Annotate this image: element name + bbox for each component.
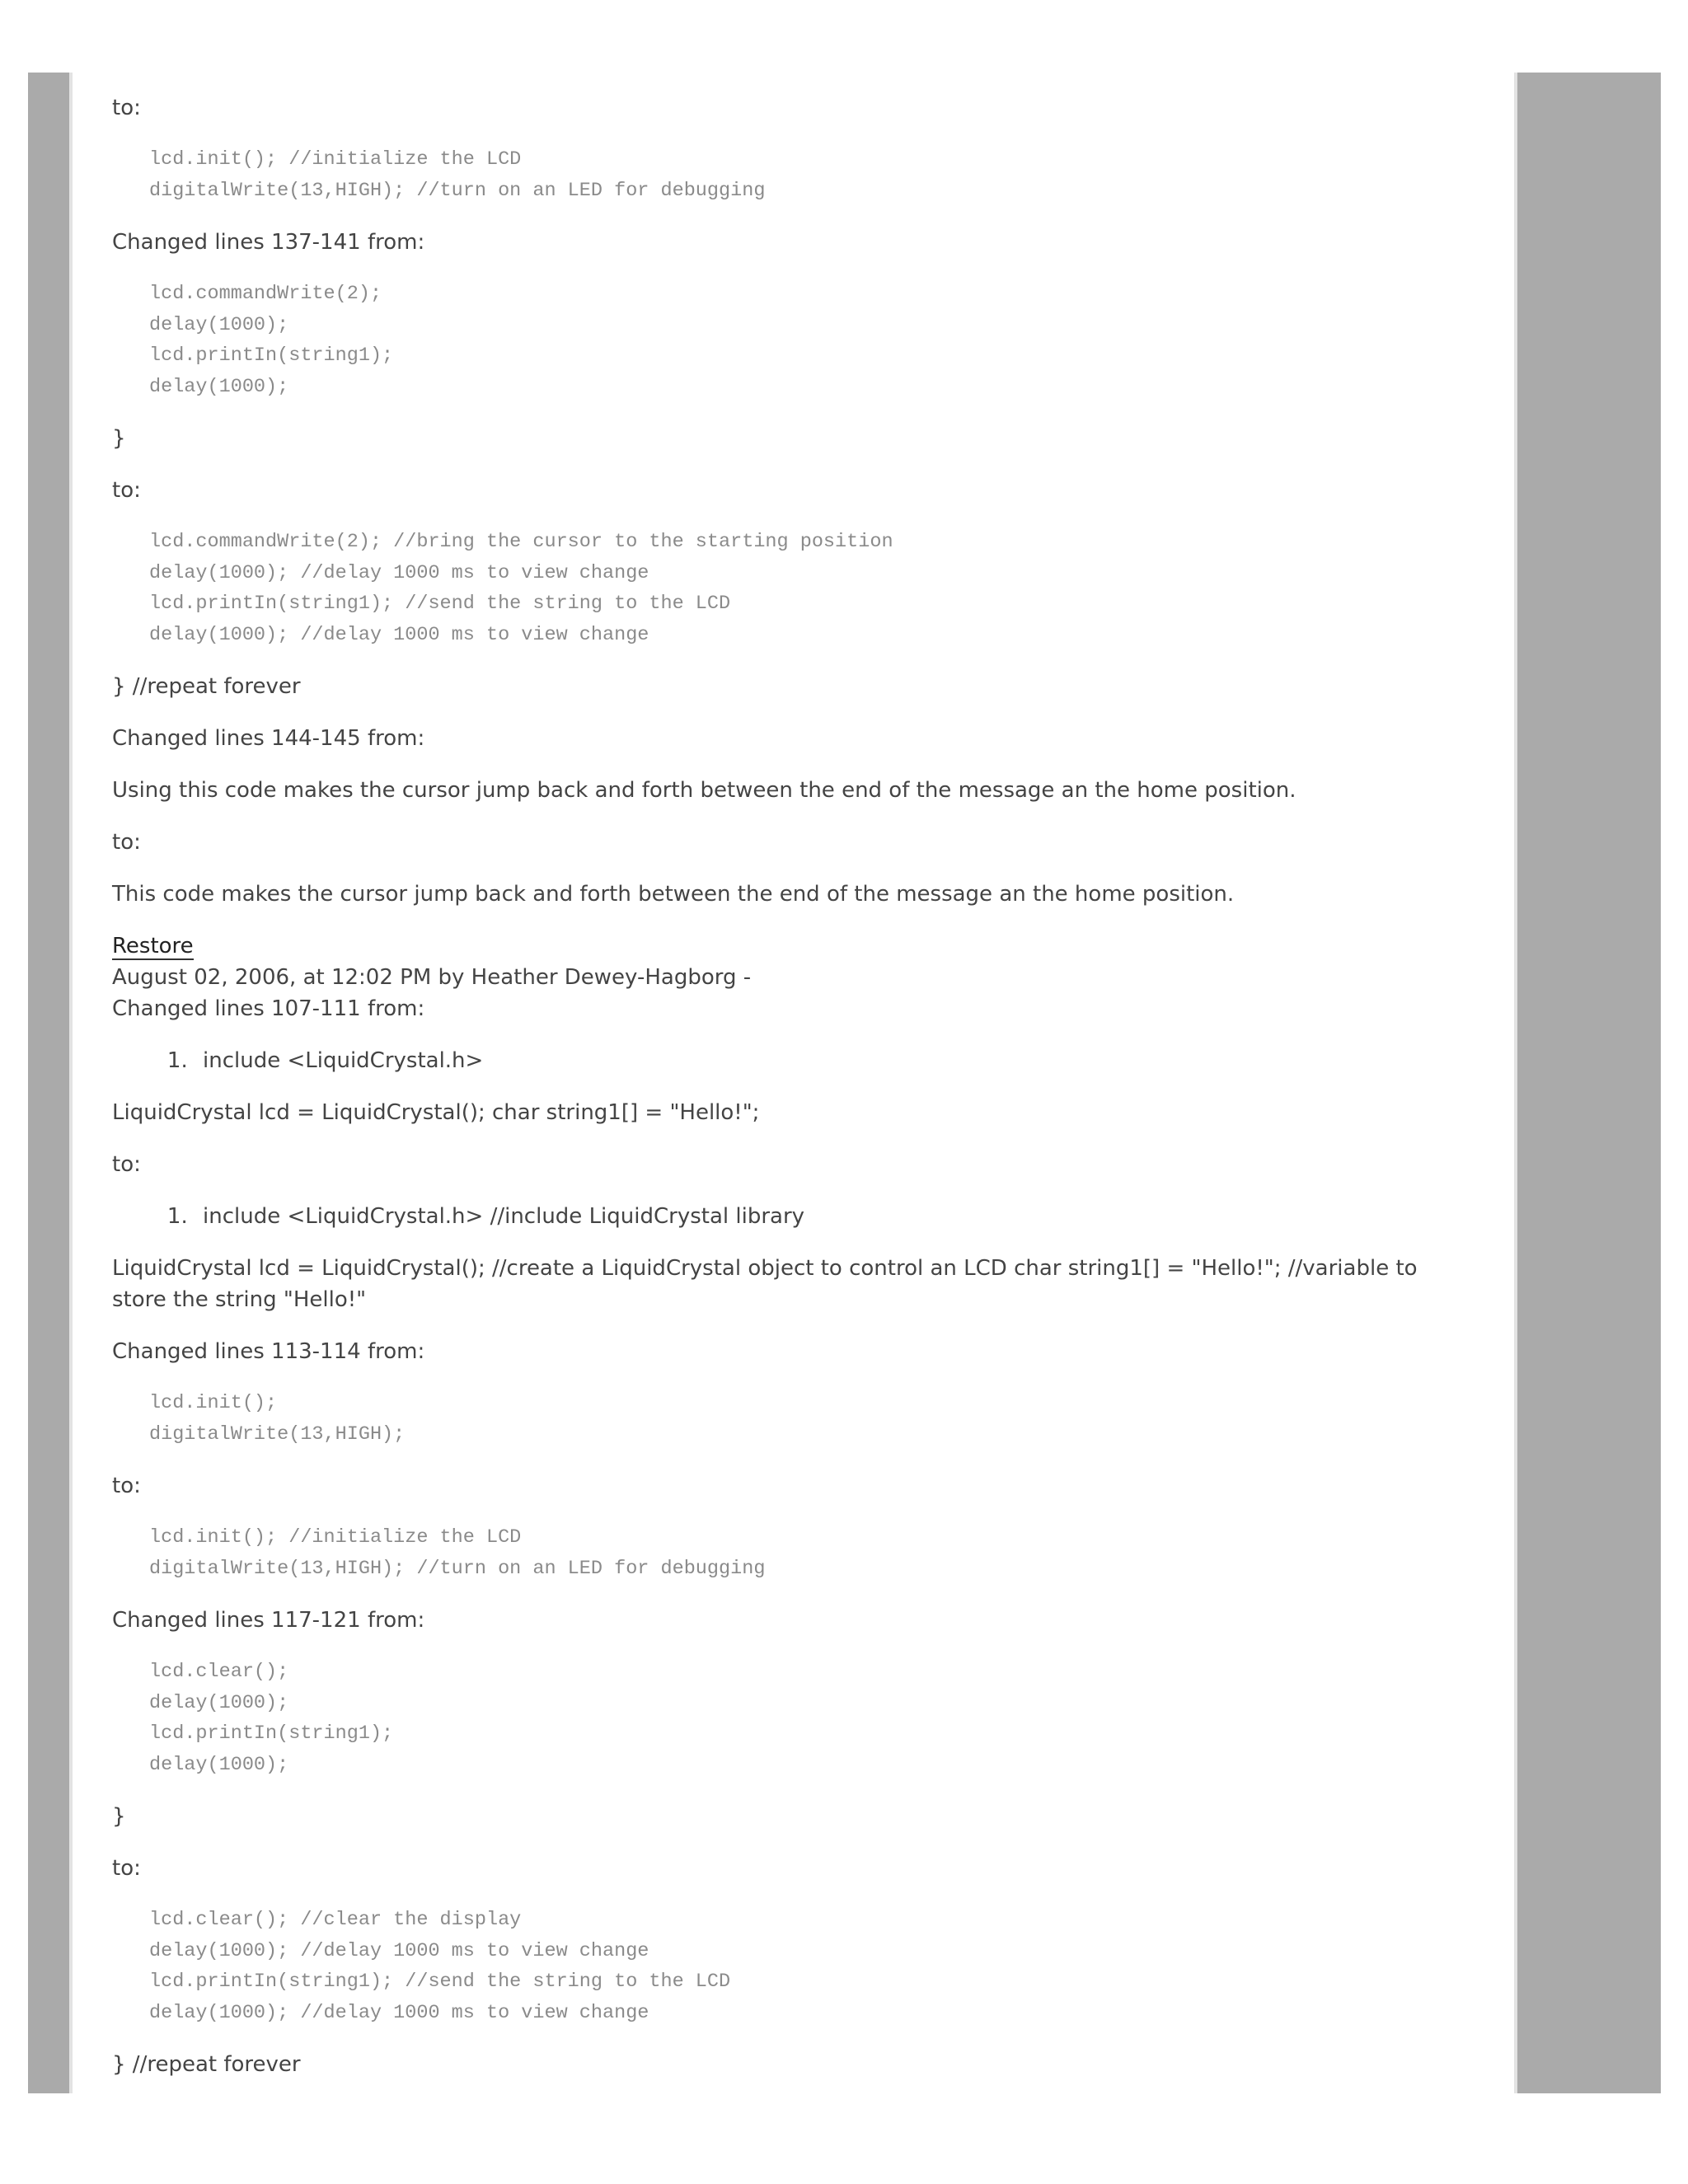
include-list — [112, 1045, 1447, 1076]
closing-brace: } //repeat forever — [112, 2052, 301, 2077]
diff-paragraph-old: Using this code makes the cursor jump back and forth between the end of the message an the home position. — [112, 778, 1296, 803]
code-block: lcd.clear(); delay(1000); lcd.printIn(string1); delay(1000); — [149, 1661, 394, 1776]
right-side-bar — [1517, 73, 1661, 2093]
revision-history-content — [112, 92, 1447, 2101]
closing-brace: } — [112, 426, 126, 451]
diff-paragraph-new: This code makes the cursor jump back and forth between the end of the message an the home position. — [112, 882, 1235, 907]
diff-label: to: — [112, 478, 141, 503]
diff-heading: Changed lines 113-114 from: — [112, 1339, 425, 1364]
code-block: lcd.init(); //initialize the LCD digitalWrite(13,HIGH); //turn on an LED for debugging — [149, 148, 766, 202]
list-item: 1. include <LiquidCrystal.h> //include LiquidCrystal library — [195, 1201, 1447, 1232]
restore-line — [112, 930, 1447, 962]
diff-label: to: — [112, 830, 141, 855]
code-declaration: LiquidCrystal lcd = LiquidCrystal(); //create a LiquidCrystal object to control an LCD char string1[] = "Hello!"; //variable to store the string "Hello!" — [112, 1256, 1418, 1312]
include-list — [112, 1201, 1447, 1232]
closing-brace: } — [112, 1804, 126, 1829]
code-block: lcd.init(); //initialize the LCD digitalWrite(13,HIGH); //turn on an LED for debugging — [149, 1526, 766, 1580]
code-block: lcd.init(); digitalWrite(13,HIGH); — [149, 1392, 406, 1446]
diff-label: to: — [112, 1152, 141, 1177]
code-block: lcd.clear(); //clear the display delay(1000); //delay 1000 ms to view change lcd.printIn(string1); //send the string to the LCD delay(1000); //delay 1000 ms to view change — [149, 1909, 731, 2024]
revision-meta: August 02, 2006, at 12:02 PM by Heather Dewey-Hagborg - — [112, 965, 752, 990]
diff-heading: Changed lines 117-121 from: — [112, 1608, 425, 1633]
diff-heading: Changed lines 144-145 from: — [112, 726, 425, 751]
diff-heading: Changed lines 107-111 from: — [112, 996, 425, 1021]
restore-link[interactable]: Restore — [112, 934, 194, 958]
diff-label: to: — [112, 1474, 141, 1498]
diff-label: to: — [112, 96, 141, 120]
diff-label: to: — [112, 1856, 141, 1881]
code-declaration: LiquidCrystal lcd = LiquidCrystal(); char string1[] = "Hello!"; — [112, 1100, 760, 1125]
closing-brace: } //repeat forever — [112, 674, 301, 699]
diff-heading: Changed lines 137-141 from: — [112, 230, 425, 255]
list-item: 1. include <LiquidCrystal.h> — [195, 1045, 1447, 1076]
code-block: lcd.commandWrite(2); //bring the cursor to the starting position delay(1000); //delay 1000 ms to view change lcd.printIn(string1); //send the string to the LCD delay(1000); //delay 1000 ms to view change — [149, 531, 893, 646]
code-block: lcd.commandWrite(2); delay(1000); lcd.printIn(string1); delay(1000); — [149, 283, 394, 398]
left-side-bar — [28, 73, 69, 2093]
